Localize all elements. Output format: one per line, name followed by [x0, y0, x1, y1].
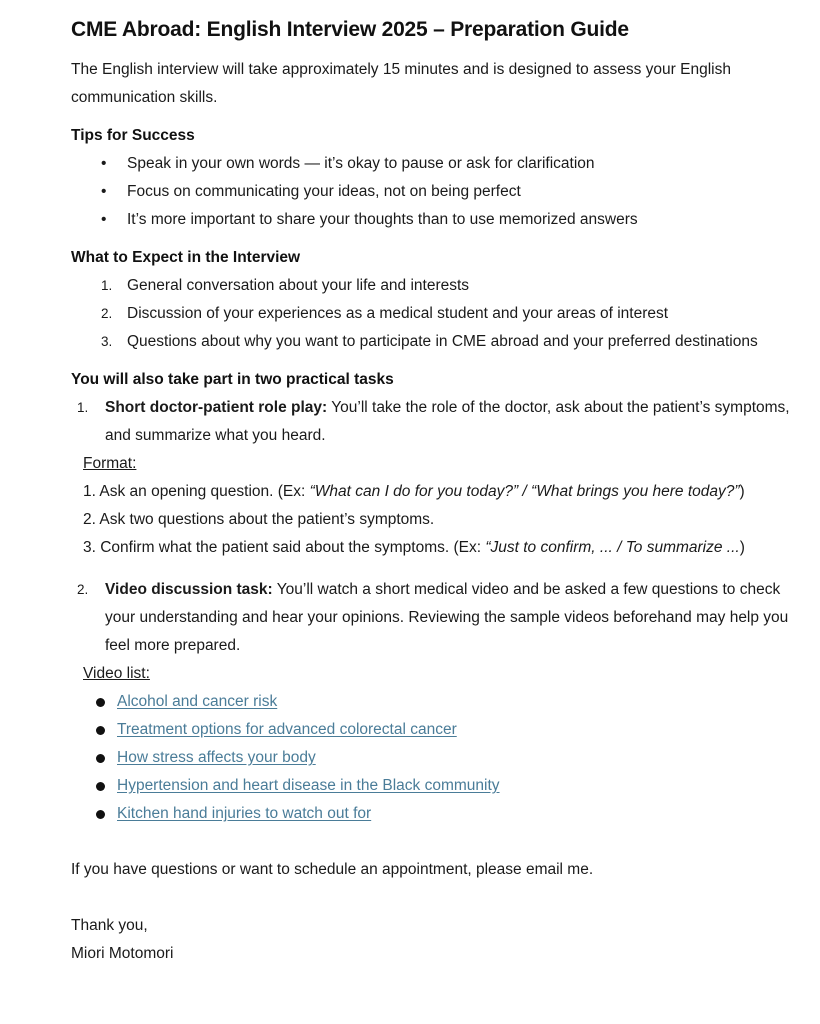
list-item: 3. Questions about why you want to participate in CME abroad and your preferred destinations — [101, 333, 758, 350]
tasks-heading: You will also take part in two practical tasks — [71, 371, 394, 388]
video-link-colorectal-cancer[interactable]: Treatment options for advanced colorectal cancer — [117, 721, 457, 738]
tips-list — [71, 150, 811, 234]
video-list-label: Video list: — [83, 665, 150, 682]
list-item: 1. General conversation about your life and interests — [101, 277, 470, 294]
list-item — [71, 772, 811, 800]
format-step: 2. Ask two questions about the patient’s symptoms. — [83, 511, 435, 528]
bullet-icon — [96, 810, 105, 819]
bullet-icon — [96, 754, 105, 763]
bullet-icon: • — [101, 155, 107, 172]
list-item — [71, 716, 811, 744]
list-item — [71, 688, 811, 716]
tips-section — [71, 122, 811, 234]
format-label: Format: — [83, 455, 137, 472]
list-item — [71, 800, 811, 828]
bullet-icon: • — [101, 211, 107, 228]
list-item: 2. Discussion of your experiences as a medical student and your areas of interest — [101, 305, 669, 322]
list-item: • It’s more important to share your thoughts than to use memorized answers — [71, 206, 811, 234]
signoff: Thank you, — [71, 917, 148, 934]
closing-paragraph: If you have questions or want to schedule an appointment, please email me. — [71, 861, 594, 878]
bullet-icon: • — [101, 183, 107, 200]
expect-list — [71, 272, 811, 356]
format-steps — [71, 478, 811, 562]
task-label: Short doctor-patient role play: — [105, 399, 328, 416]
tasks-section — [71, 366, 811, 828]
tasks-list — [71, 394, 811, 450]
video-link-alcohol-cancer[interactable]: Alcohol and cancer risk — [117, 693, 278, 710]
format-step: 1. Ask an opening question. (Ex: “What can I do for you today?” / “What brings you here today?”) — [83, 483, 745, 500]
page-title: CME Abroad: English Interview 2025 – Preparation Guide — [71, 18, 629, 41]
expect-heading: What to Expect in the Interview — [71, 249, 301, 266]
task-label: Video discussion task: — [105, 581, 273, 598]
video-link-hypertension[interactable]: Hypertension and heart disease in the Black community — [117, 777, 500, 794]
expect-section — [71, 244, 811, 356]
list-item: • Focus on communicating your ideas, not on being perfect — [71, 178, 811, 206]
signature: Miori Motomori — [71, 945, 174, 962]
intro-paragraph: The English interview will take approximately 15 minutes and is designed to assess your English communication skills. — [71, 61, 731, 106]
tips-heading: Tips for Success — [71, 127, 195, 144]
format-step: 3. Confirm what the patient said about the symptoms. (Ex: “Just to confirm, ... / To summarize ...) — [83, 539, 745, 556]
list-item: • Speak in your own words — it’s okay to pause or ask for clarification — [71, 150, 811, 178]
video-list — [71, 688, 811, 828]
bullet-icon — [96, 698, 105, 707]
task-role-play: 1. Short doctor-patient role play: You’ll take the role of the doctor, ask about the patient’s symptoms, and summarize what you heard. — [77, 399, 790, 444]
task-video-discussion: 2. Video discussion task: You’ll watch a short medical video and be asked a few questions to check your understanding and hear your opinions. Reviewing the sample videos beforehand may help you feel more prepared. — [77, 581, 789, 654]
list-item — [71, 744, 811, 772]
bullet-icon — [96, 782, 105, 791]
bullet-icon — [96, 726, 105, 735]
video-link-stress-body[interactable]: How stress affects your body — [117, 749, 316, 766]
video-link-kitchen-injuries[interactable]: Kitchen hand injuries to watch out for — [117, 805, 372, 822]
tasks-list-2 — [71, 576, 811, 660]
